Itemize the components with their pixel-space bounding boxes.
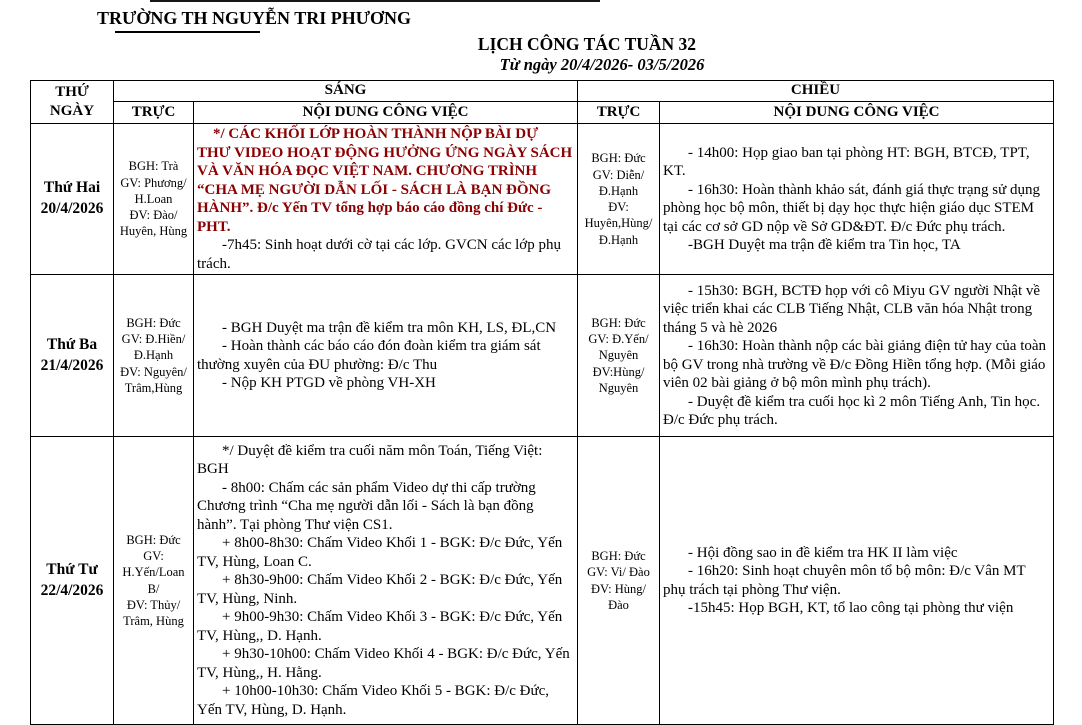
content-paragraph: + 9h30-10h00: Chấm Video Khối 4 - BGK: Đ/c Đức, Yến TV, Hùng,, H. Hằng. (197, 646, 570, 681)
duty-line: GV: Vi/ Đào (587, 565, 650, 580)
content-paragraph: - Hoàn thành các báo cáo đón đoàn kiểm tra giám sát thường xuyên của ĐU phường: Đ/c Thu (197, 338, 541, 373)
duty-line: Đ.Hạnh (598, 232, 639, 247)
table-row (31, 124, 1054, 275)
content-paragraph: - 14h00: Họp giao ban tại phòng HT: BGH, BTCĐ, TPT, KT. (663, 144, 1030, 179)
duty-line: Huyên, Hùng (119, 224, 188, 239)
duty-cell-morning (114, 437, 194, 725)
duty-line: Trâm, Hùng (123, 614, 184, 628)
duty-line: ĐV: Nguyên/ (120, 364, 187, 379)
day-cell (31, 275, 114, 437)
duty-line: Đ.Hạnh (133, 348, 174, 363)
duty-line: Nguyên (598, 348, 639, 363)
duty-line: GV: Đ.Hiền/ (121, 332, 186, 347)
duty-line: GV: Đ.Yến/ (588, 332, 649, 347)
duty-line: H.Loan (134, 191, 173, 206)
duty-line: GV: Phương/ (120, 175, 187, 190)
schedule-table (30, 80, 1054, 725)
duty-line: BGH: Trà (128, 159, 179, 174)
duty-line: Đào (608, 597, 629, 612)
duty-cell-afternoon (578, 275, 660, 437)
duty-line: BGH: Đức (126, 315, 181, 330)
duty-line: BGH: Đức (591, 151, 646, 166)
day-date: 21/4/2026 (40, 356, 104, 374)
content-paragraph: - 8h00: Chấm các sản phẩm Video dự thi cấp trường Chương trình “Cha mẹ người dẫn lối - Sách là bạn đồng hành”. Tại phòng Thư viện CS1. (197, 479, 536, 533)
content-paragraph: - 16h20: Sinh hoạt chuyên môn tổ bộ môn: Đ/c Vân MT phụ trách tại phòng Thư viện. (663, 563, 1026, 598)
content-paragraph: - 15h30: BGH, BCTĐ họp với cô Miyu GV người Nhật về việc triển khai các CLB Tiếng Nhật, CLB văn hóa Nhật trong tháng 5 và hè 2026 (663, 282, 1041, 336)
duty-cell-morning (114, 124, 194, 275)
duty-line: BGH: Đức (591, 315, 646, 330)
page-top-artifact (150, 0, 600, 2)
day-date: 20/4/2026 (40, 200, 104, 217)
content-paragraph: -7h45: Sinh hoạt dưới cờ tại các lớp. GVCN các lớp phụ trách. (197, 237, 561, 272)
col-header-day-line2: NGÀY (49, 103, 95, 119)
content-paragraph: - Hội đồng sao in đề kiểm tra HK II làm việc (688, 544, 958, 561)
col-header-duty-morning: TRỰC (114, 102, 194, 124)
duty-line: H.Yến/Loan B/ (122, 565, 185, 596)
col-header-afternoon: CHIỀU (578, 81, 1054, 102)
day-name: Thứ Ba (46, 335, 98, 353)
content-paragraph: + 8h00-8h30: Chấm Video Khối 1 - BGK: Đ/c Đức, Yến TV, Hùng, Loan C. (197, 535, 563, 570)
school-name-underline (115, 31, 260, 33)
table-row (31, 437, 1054, 725)
content-paragraph: + 9h00-9h30: Chấm Video Khối 3 - BGK: Đ/c Đức, Yến TV, Hùng,, D. Hạnh. (197, 609, 563, 644)
content-cell-morning (194, 437, 578, 725)
duty-line: ĐV:Hùng/ (592, 364, 645, 379)
content-paragraph: - 16h30: Hoàn thành khảo sát, đánh giá thực trạng sử dụng phòng học bộ môn, thiết bị dạy học thực hiện giáo dục STEM tại các cơ sở GD nộp về Sở GD&ĐT. Đ/c Đức phụ trách. (663, 181, 1041, 235)
duty-line: ĐV: Hùng/ (591, 581, 646, 596)
content-paragraph: - Nộp KH PTGD về phòng VH-XH (222, 375, 436, 391)
content-paragraph: - Duyệt đề kiểm tra cuối học kì 2 môn Tiếng Anh, Tin học. Đ/c Đức phụ trách. (663, 393, 1041, 428)
col-header-morning: SÁNG (114, 81, 578, 102)
day-name: Thứ Hai (43, 179, 101, 197)
content-cell-afternoon (660, 437, 1054, 725)
page-title: LỊCH CÔNG TÁC TUẦN 32 (477, 34, 697, 54)
duty-cell-afternoon (578, 437, 660, 725)
duty-line: GV: Diễn/ (592, 167, 645, 182)
duty-line: Nguyên (598, 380, 639, 395)
content-cell-afternoon (660, 275, 1054, 437)
content-paragraph: */ CÁC KHỐI LỚP HOÀN THÀNH NỘP BÀI DỰ THƯ VIDEO HOẠT ĐỘNG HƯỞNG ỨNG NGÀY SÁCH VÀ VĂN HÓA ĐỌC VIỆT NAM. CHƯƠNG TRÌNH “CHA MẸ NGƯỜI DẪN LỐI - SÁCH LÀ BẠN ĐỒNG HÀNH”. Đ/c Yến TV tổng hợp báo cáo đồng chí Đức - PHT. (197, 126, 573, 235)
schedule-body (31, 124, 1054, 725)
duty-line: ĐV: Đào/ (129, 208, 178, 223)
duty-line: BGH: Đức (591, 549, 646, 563)
content-paragraph: -15h45: Họp BGH, KT, tổ lao công tại phòng thư viện (688, 600, 1014, 616)
duty-line: Đ.Hạnh (598, 183, 639, 198)
content-cell-afternoon (660, 124, 1054, 275)
col-header-content-morning: NỘI DUNG CÔNG VIỆC (194, 102, 578, 124)
duty-line: ĐV: (608, 200, 629, 214)
content-paragraph: - BGH Duyệt ma trận đề kiểm tra môn KH, LS, ĐL,CN (222, 319, 557, 336)
content-paragraph: */ Duyệt đề kiểm tra cuối năm môn Toán, Tiếng Việt: BGH (197, 442, 543, 478)
duty-line: Huyên,Hùng/ (584, 216, 653, 231)
duty-line: ĐV: Thủy/ (126, 597, 181, 612)
content-paragraph: -BGH Duyệt ma trận đề kiểm tra Tin học, TA (688, 237, 961, 253)
col-header-duty-afternoon: TRỰC (578, 102, 660, 124)
day-cell (31, 124, 114, 275)
content-paragraph: - 16h30: Hoàn thành nộp các bài giảng điện tử hay của toàn bộ GV trong nhà trường về Đ/c Đồng Hiền tổng hợp. (Mỗi giáo viên 02 bài giảng ở bộ môn mình phụ trách). (663, 338, 1047, 391)
duty-line: GV: (143, 549, 164, 563)
table-row (31, 275, 1054, 437)
duty-cell-afternoon (578, 124, 660, 275)
content-cell-morning (194, 124, 578, 275)
col-header-day-line1: THỨ (55, 84, 89, 100)
col-header-day (31, 81, 114, 124)
content-cell-morning (194, 275, 578, 437)
day-cell (31, 437, 114, 725)
date-range: Từ ngày 20/4/2026- 03/5/2026 (499, 55, 705, 74)
school-name: TRƯỜNG TH NGUYỄN TRI PHƯƠNG (97, 8, 412, 28)
duty-line: BGH: Đức (126, 532, 181, 547)
duty-line: Trâm,Hùng (124, 380, 183, 395)
col-header-content-afternoon: NỘI DUNG CÔNG VIỆC (660, 102, 1054, 124)
content-paragraph: + 8h30-9h00: Chấm Video Khối 2 - BGK: Đ/c Đức, Yến TV, Hùng, Ninh. (197, 572, 563, 607)
day-name: Thứ Tư (46, 560, 98, 578)
content-paragraph: + 10h00-10h30: Chấm Video Khối 5 - BGK: Đ/c Đức, Yến TV, Hùng, D. Hạnh. (197, 683, 550, 718)
day-date: 22/4/2026 (40, 581, 104, 599)
duty-cell-morning (114, 275, 194, 437)
